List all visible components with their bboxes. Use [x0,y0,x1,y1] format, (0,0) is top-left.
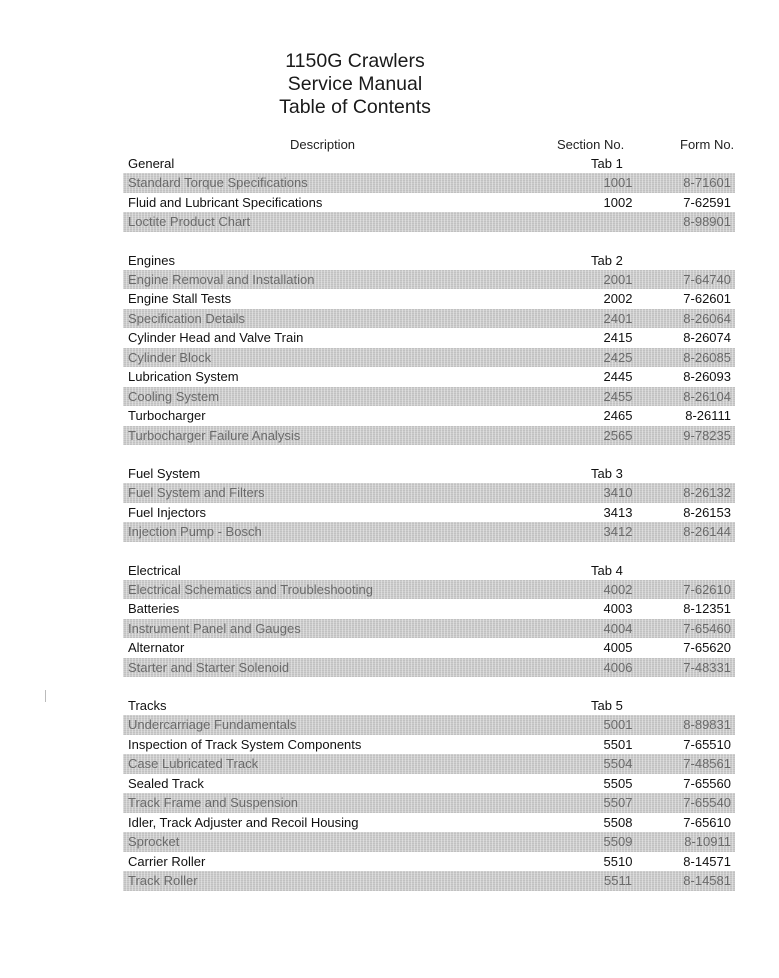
entry-form-no: 8-71601 [683,175,731,190]
toc-row [123,483,735,503]
section-name: Engines [128,252,175,268]
entry-section-no: 4005 [603,640,633,655]
toc-row [123,580,735,600]
entry-description: Sprocket [128,834,180,849]
toc-row [123,793,735,813]
section-name: Electrical [128,562,181,578]
section-heading [123,251,735,270]
entry-form-no: 8-89831 [683,717,731,732]
entry-form-no: 8-14581 [683,873,731,888]
toc-row [123,599,735,619]
entry-form-no: 8-26085 [683,349,731,365]
entry-description: Turbocharger [128,408,206,423]
entry-description: Lubrication System [128,369,239,384]
entry-description: Track Frame and Suspension [128,795,299,810]
section-name: General [128,156,175,171]
entry-form-no: 8-98901 [683,214,731,229]
entry-section-no: 2401 [603,310,633,326]
toc-section [123,251,735,446]
column-header-section-no: Section No. [557,137,625,152]
entry-form-no: 8-26153 [683,504,731,520]
entry-section-no: 2455 [603,388,633,404]
entry-form-no: 8-26064 [683,310,731,326]
entry-form-no: 7-62591 [683,194,731,210]
toc-row [123,638,735,658]
title-line-model: 1150G Crawlers [285,50,425,72]
toc-row [123,619,735,639]
entry-form-no: 7-65510 [683,736,731,752]
entry-form-no: 7-65460 [683,620,731,636]
entry-section-no: 2565 [603,427,633,443]
toc-row [123,832,735,852]
entry-description: Fluid and Lubricant Specifications [128,194,323,210]
entry-description: Injection Pump - Bosch [128,524,262,539]
toc-row [123,735,735,755]
entry-section-no: 3410 [603,485,633,500]
entry-description: Instrument Panel and Gauges [128,620,301,636]
entry-description: Specification Details [128,310,246,326]
toc-row [123,348,735,368]
toc-row [123,270,735,290]
entry-description: Case Lubricated Track [128,756,259,771]
toc-row [123,426,735,446]
entry-section-no: 5510 [603,853,633,869]
entry-description: Track Roller [128,873,198,888]
toc-row [123,754,735,774]
toc-row [123,774,735,794]
toc-row [123,503,735,523]
section-name: Fuel System [128,466,201,481]
toc-list [123,154,735,910]
entry-description: Alternator [128,640,185,655]
toc-row [123,406,735,426]
toc-row [123,309,735,329]
document-title [260,50,450,119]
toc-row [123,522,735,542]
toc-row [123,387,735,407]
section-name: Tracks [128,698,167,713]
entry-description: Cylinder Head and Valve Train [128,330,304,345]
entry-section-no: 2001 [603,271,633,287]
entry-section-no: 5001 [603,717,633,732]
toc-row [123,715,735,735]
entry-form-no: 7-62601 [683,291,731,306]
column-header-description: Description [290,137,356,152]
entry-section-no: 2002 [603,291,633,306]
entry-form-no: 7-65610 [683,814,731,830]
entry-form-no: 8-14571 [683,853,731,869]
entry-description: Loctite Product Chart [128,214,251,229]
entry-description: Engine Stall Tests [128,291,232,306]
entry-section-no: 5509 [603,834,633,849]
entry-section-no: 3412 [603,524,633,539]
entry-section-no: 4004 [603,620,633,636]
entry-form-no: 7-65540 [683,795,731,810]
entry-section-no: 5504 [603,756,633,771]
entry-form-no: 7-64740 [683,271,731,287]
entry-description: Fuel Injectors [128,504,207,520]
entry-description: Standard Torque Specifications [128,175,308,190]
section-heading [123,464,735,483]
section-tab: Tab 2 [591,252,623,268]
entry-form-no: 8-10911 [684,834,731,849]
entry-description: Idler, Track Adjuster and Recoil Housing [128,814,359,830]
entry-section-no: 5501 [603,736,633,752]
entry-description: Carrier Roller [128,853,206,869]
entry-description: Undercarriage Fundamentals [128,717,297,732]
section-tab: Tab 4 [591,562,623,578]
entry-section-no: 1002 [603,194,633,210]
section-tab: Tab 1 [591,156,623,171]
entry-form-no: 7-48331 [683,659,731,675]
section-heading [123,561,735,580]
toc-row [123,212,735,232]
toc-row [123,871,735,891]
entry-form-no: 8-26144 [683,524,731,539]
toc-section [123,464,735,542]
title-line-manual: Service Manual [287,73,423,95]
toc-row [123,367,735,387]
entry-form-no: 8-26132 [683,485,731,500]
entry-description: Batteries [128,601,180,616]
column-header-form-no: Form No. [680,137,735,152]
section-heading [123,696,735,715]
entry-section-no: 4003 [603,601,633,616]
toc-row [123,658,735,678]
entry-section-no: 4006 [603,659,633,675]
entry-section-no: 2445 [603,369,633,384]
toc-section [123,561,735,678]
entry-form-no: 7-62610 [683,581,731,597]
entry-description: Electrical Schematics and Troubleshooting [128,581,373,597]
entry-description: Cylinder Block [128,349,212,365]
entry-form-no: 8-26111 [685,408,731,423]
toc-row [123,813,735,833]
title-line-toc: Table of Contents [279,96,431,118]
entry-section-no: 3413 [603,504,633,520]
entry-form-no: 7-48561 [683,756,731,771]
entry-section-no: 2425 [603,349,633,365]
entry-description: Fuel System and Filters [128,485,265,500]
entry-description: Inspection of Track System Components [128,736,362,752]
toc-row [123,289,735,309]
scan-mark [45,690,46,702]
entry-section-no: 5511 [604,873,632,888]
toc-section [123,154,735,232]
entry-section-no: 2465 [603,408,633,423]
entry-form-no: 8-26104 [683,388,731,404]
toc-section [123,696,735,891]
toc-row [123,852,735,872]
toc-row [123,328,735,348]
entry-form-no: 8-12351 [683,601,731,616]
section-heading [123,154,735,173]
entry-form-no: 7-65620 [683,640,731,655]
entry-description: Turbocharger Failure Analysis [128,427,301,443]
toc-row [123,193,735,213]
entry-form-no: 8-26093 [683,369,731,384]
entry-section-no: 5505 [603,775,633,791]
toc-row [123,173,735,193]
entry-form-no: 9-78235 [683,427,731,443]
entry-description: Cooling System [128,388,220,404]
entry-form-no: 7-65560 [683,775,731,791]
entry-description: Engine Removal and Installation [128,271,315,287]
entry-section-no: 4002 [603,581,633,597]
section-tab: Tab 5 [591,698,623,713]
entry-description: Sealed Track [128,775,204,791]
entry-form-no: 8-26074 [683,330,731,345]
entry-section-no: 2415 [603,330,633,345]
section-tab: Tab 3 [591,466,623,481]
entry-description: Starter and Starter Solenoid [128,659,290,675]
entry-section-no: 5507 [603,795,633,810]
entry-section-no: 5508 [603,814,633,830]
entry-section-no: 1001 [603,175,633,190]
